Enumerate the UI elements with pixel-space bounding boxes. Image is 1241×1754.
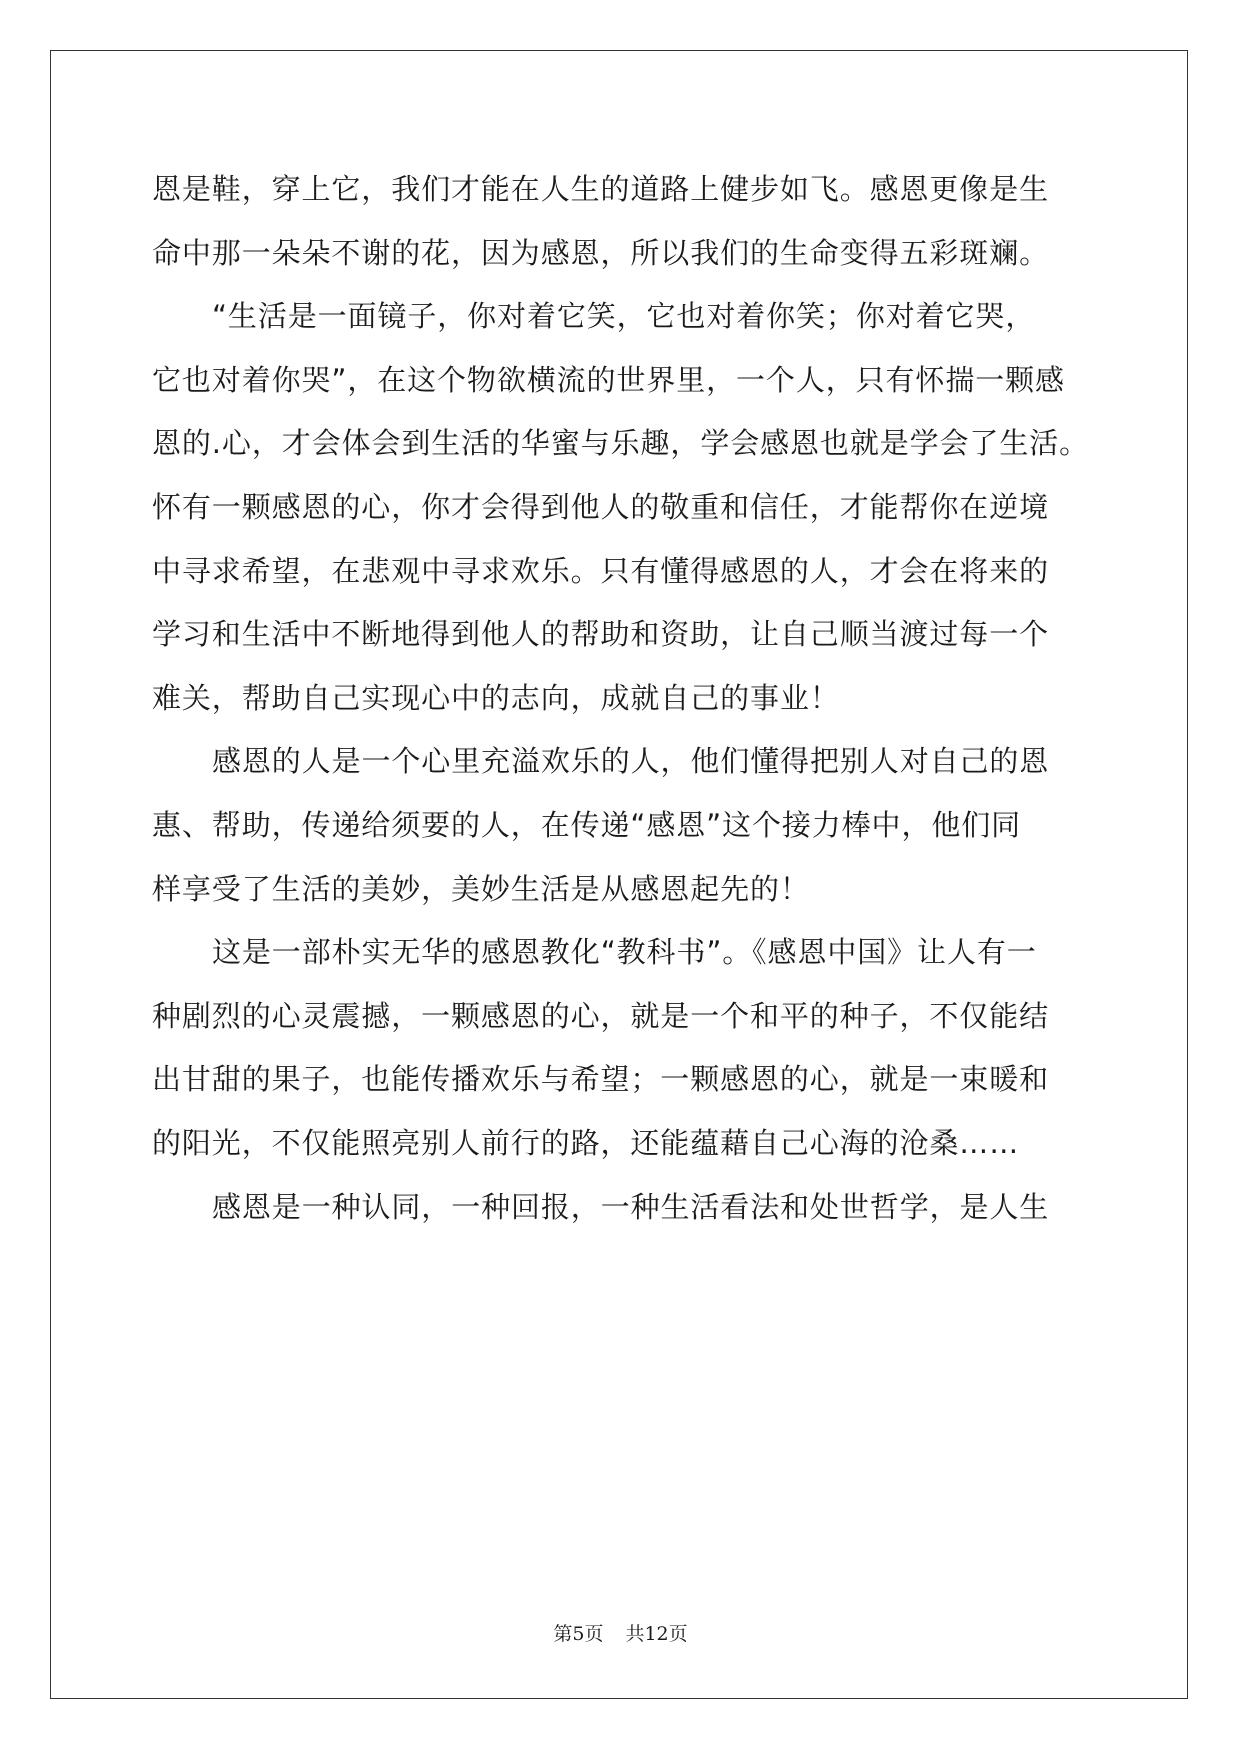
total-pages: 共12页 — [625, 1623, 688, 1645]
text-line-12: 样享受了生活的美妙，美妙生活是从感恩起先的！ — [152, 871, 810, 906]
text-line-4: 它也对着你哭”，在这个物欲横流的世界里，一个人，只有怀揣一颗感 — [152, 362, 1065, 397]
text-line-16: 的阳光，不仅能照亮别人前行的路，还能蕴藉自己心海的沧桑…… — [152, 1125, 1020, 1160]
text-line-1: 恩是鞋，穿上它，我们才能在人生的道路上健步如飞。感恩更像是生 — [152, 172, 1050, 206]
text-line-7: 中寻求希望，在悲观中寻求欢乐。只有懂得感恩的人，才会在将来的 — [152, 553, 1050, 588]
text-line-6: 怀有一颗感恩的心，你才会得到他人的敬重和信任，才能帮你在逆境 — [152, 489, 1050, 524]
text-line-17: 感恩是一种认同，一种回报，一种生活看法和处世哲学，是人生 — [212, 1189, 1050, 1224]
text-line-15: 出甘甜的果子，也能传播欢乐与希望；一颗感恩的心，就是一束暖和 — [152, 1062, 1050, 1097]
text-line-14: 种剧烈的心灵震撼，一颗感恩的心，就是一个和平的种子，不仅能结 — [152, 998, 1050, 1033]
document-body — [152, 158, 1092, 1239]
text-line-8: 学习和生活中不断地得到他人的帮助和资助，让自己顺当渡过每一个 — [152, 617, 1050, 652]
page-number: 第5页 — [553, 1623, 604, 1645]
text-line-11: 惠、帮助，传递给须要的人，在传递“感恩”这个接力棒中，他们同 — [152, 807, 1022, 842]
page-footer — [0, 1619, 1241, 1646]
text-line-9: 难关，帮助自己实现心中的志向，成就自己的事业！ — [152, 680, 840, 715]
text-line-13: 这是一部朴实无华的感恩教化“教科书”。《感恩中国》让人有一 — [212, 935, 1037, 970]
text-line-3: “生活是一面镜子，你对着它笑，它也对着你笑；你对着它哭， — [212, 299, 1036, 334]
text-line-5: 恩的.心，才会体会到生活的华蜜与乐趣，学会感恩也就是学会了生活。 — [152, 426, 1090, 461]
text-line-10: 感恩的人是一个心里充溢欢乐的人，他们懂得把别人对自己的恩 — [212, 744, 1050, 779]
text-line-2: 命中那一朵朵不谢的花，因为感恩，所以我们的生命变得五彩斑斓。 — [152, 235, 1050, 270]
